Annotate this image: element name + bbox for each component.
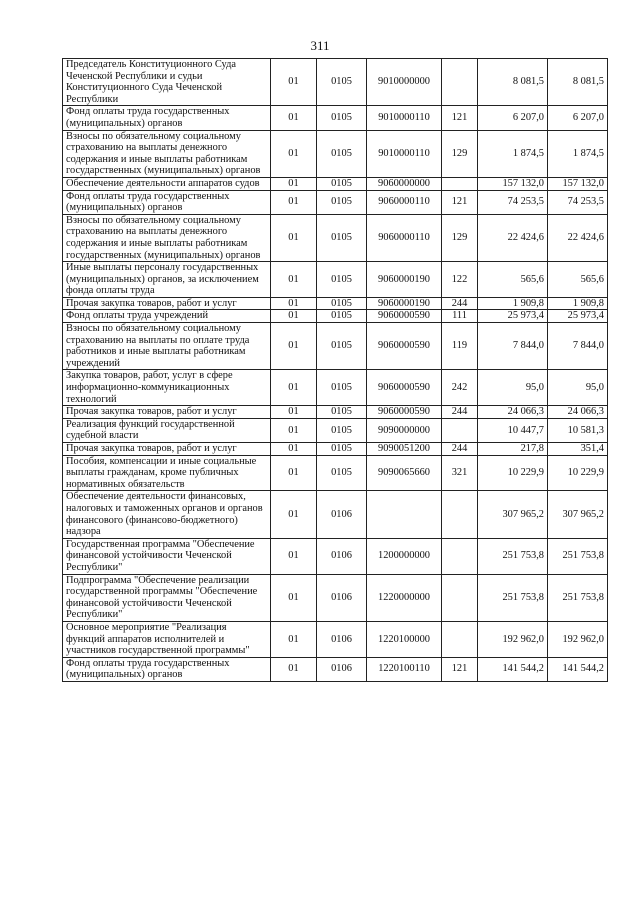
budget-item-name: Фонд оплаты труда государственных (муниципальных) органов xyxy=(63,657,271,681)
amount-year-2: 24 066,3 xyxy=(548,406,608,419)
target-article-code: 9060000190 xyxy=(367,297,442,310)
target-article-code: 9090000000 xyxy=(367,418,442,442)
target-article-code: 9060000110 xyxy=(367,190,442,214)
section-code: 01 xyxy=(271,538,317,574)
amount-year-1: 8 081,5 xyxy=(478,59,548,106)
target-article-code: 9060000590 xyxy=(367,310,442,323)
budget-table xyxy=(62,58,608,682)
amount-year-2: 351,4 xyxy=(548,443,608,456)
expense-type-code: 321 xyxy=(442,455,478,491)
page-number: 311 xyxy=(310,38,330,53)
expense-type-code xyxy=(442,621,478,657)
amount-year-1: 192 962,0 xyxy=(478,621,548,657)
amount-year-2: 6 207,0 xyxy=(548,106,608,130)
target-article-code: 9090065660 xyxy=(367,455,442,491)
target-article-code: 9060000000 xyxy=(367,177,442,190)
section-code: 01 xyxy=(271,297,317,310)
amount-year-2: 157 132,0 xyxy=(548,177,608,190)
budget-item-name: Взносы по обязательному социальному страхованию на выплаты денежного содержания и иные выплаты работникам государственных (муниципальных) органов xyxy=(63,130,271,177)
target-article-code: 1220000000 xyxy=(367,574,442,621)
subsection-code: 0105 xyxy=(317,262,367,298)
budget-item-name: Закупка товаров, работ, услуг в сфере информационно-коммуникационных технологий xyxy=(63,370,271,406)
amount-year-2: 307 965,2 xyxy=(548,491,608,538)
section-code: 01 xyxy=(271,59,317,106)
section-code: 01 xyxy=(271,491,317,538)
budget-item-name: Взносы по обязательному социальному страхованию на выплаты по оплате труда работников и иные выплаты работникам учреждений xyxy=(63,323,271,370)
amount-year-2: 141 544,2 xyxy=(548,657,608,681)
table-row xyxy=(63,370,608,406)
target-article-code: 9060000590 xyxy=(367,323,442,370)
amount-year-2: 95,0 xyxy=(548,370,608,406)
target-article-code: 9010000110 xyxy=(367,106,442,130)
budget-item-name: Председатель Конституционного Суда Чеченской Республики и судьи Конституционного Суда Чеченской Республики xyxy=(63,59,271,106)
expense-type-code xyxy=(442,491,478,538)
section-code: 01 xyxy=(271,130,317,177)
amount-year-1: 24 066,3 xyxy=(478,406,548,419)
table-row xyxy=(63,214,608,261)
subsection-code: 0105 xyxy=(317,190,367,214)
expense-type-code: 122 xyxy=(442,262,478,298)
amount-year-2: 22 424,6 xyxy=(548,214,608,261)
budget-item-name: Обеспечение деятельности аппаратов судов xyxy=(63,177,271,190)
table-row xyxy=(63,323,608,370)
budget-item-name: Фонд оплаты труда государственных (муниципальных) органов xyxy=(63,106,271,130)
subsection-code: 0105 xyxy=(317,310,367,323)
amount-year-1: 7 844,0 xyxy=(478,323,548,370)
subsection-code: 0105 xyxy=(317,406,367,419)
subsection-code: 0105 xyxy=(317,130,367,177)
subsection-code: 0105 xyxy=(317,370,367,406)
table-row xyxy=(63,106,608,130)
expense-type-code: 244 xyxy=(442,443,478,456)
amount-year-1: 10 229,9 xyxy=(478,455,548,491)
section-code: 01 xyxy=(271,323,317,370)
amount-year-2: 10 581,3 xyxy=(548,418,608,442)
amount-year-2: 10 229,9 xyxy=(548,455,608,491)
target-article-code: 1200000000 xyxy=(367,538,442,574)
budget-item-name: Взносы по обязательному социальному страхованию на выплаты денежного содержания и иные выплаты работникам государственных (муниципальных) органов xyxy=(63,214,271,261)
target-article-code: 9060000110 xyxy=(367,214,442,261)
section-code: 01 xyxy=(271,177,317,190)
table-row xyxy=(63,297,608,310)
subsection-code: 0105 xyxy=(317,214,367,261)
budget-item-name: Иные выплаты персоналу государственных (муниципальных) органов, за исключением фонда оплаты труда xyxy=(63,262,271,298)
subsection-code: 0105 xyxy=(317,443,367,456)
table-row xyxy=(63,262,608,298)
amount-year-2: 8 081,5 xyxy=(548,59,608,106)
section-code: 01 xyxy=(271,190,317,214)
expense-type-code: 129 xyxy=(442,130,478,177)
budget-item-name: Пособия, компенсации и иные социальные выплаты гражданам, кроме публичных нормативных обязательств xyxy=(63,455,271,491)
table-row xyxy=(63,443,608,456)
budget-item-name: Прочая закупка товаров, работ и услуг xyxy=(63,297,271,310)
expense-type-code xyxy=(442,418,478,442)
amount-year-1: 1 909,8 xyxy=(478,297,548,310)
amount-year-1: 251 753,8 xyxy=(478,574,548,621)
expense-type-code xyxy=(442,59,478,106)
target-article-code: 9010000110 xyxy=(367,130,442,177)
expense-type-code: 121 xyxy=(442,190,478,214)
budget-table-body xyxy=(63,59,608,682)
subsection-code: 0105 xyxy=(317,106,367,130)
section-code: 01 xyxy=(271,443,317,456)
expense-type-code: 242 xyxy=(442,370,478,406)
amount-year-1: 74 253,5 xyxy=(478,190,548,214)
subsection-code: 0106 xyxy=(317,621,367,657)
amount-year-1: 141 544,2 xyxy=(478,657,548,681)
expense-type-code xyxy=(442,538,478,574)
budget-item-name: Основное мероприятие "Реализация функций аппаратов исполнителей и участников государственной программы" xyxy=(63,621,271,657)
expense-type-code xyxy=(442,574,478,621)
expense-type-code: 111 xyxy=(442,310,478,323)
table-row xyxy=(63,190,608,214)
section-code: 01 xyxy=(271,574,317,621)
section-code: 01 xyxy=(271,621,317,657)
section-code: 01 xyxy=(271,657,317,681)
expense-type-code: 244 xyxy=(442,406,478,419)
budget-item-name: Прочая закупка товаров, работ и услуг xyxy=(63,443,271,456)
subsection-code: 0105 xyxy=(317,177,367,190)
expense-type-code: 119 xyxy=(442,323,478,370)
subsection-code: 0105 xyxy=(317,297,367,310)
amount-year-2: 1 874,5 xyxy=(548,130,608,177)
budget-item-name: Фонд оплаты труда учреждений xyxy=(63,310,271,323)
table-row xyxy=(63,59,608,106)
subsection-code: 0106 xyxy=(317,657,367,681)
amount-year-2: 7 844,0 xyxy=(548,323,608,370)
amount-year-2: 1 909,8 xyxy=(548,297,608,310)
subsection-code: 0105 xyxy=(317,59,367,106)
subsection-code: 0106 xyxy=(317,538,367,574)
section-code: 01 xyxy=(271,262,317,298)
budget-item-name: Реализация функций государственной судебной власти xyxy=(63,418,271,442)
table-row xyxy=(63,418,608,442)
section-code: 01 xyxy=(271,214,317,261)
expense-type-code: 121 xyxy=(442,657,478,681)
section-code: 01 xyxy=(271,406,317,419)
expense-type-code: 244 xyxy=(442,297,478,310)
table-row xyxy=(63,455,608,491)
section-code: 01 xyxy=(271,370,317,406)
expense-type-code: 129 xyxy=(442,214,478,261)
budget-item-name: Государственная программа "Обеспечение финансовой устойчивости Чеченской Республики" xyxy=(63,538,271,574)
amount-year-2: 192 962,0 xyxy=(548,621,608,657)
amount-year-2: 74 253,5 xyxy=(548,190,608,214)
subsection-code: 0106 xyxy=(317,491,367,538)
target-article-code: 9010000000 xyxy=(367,59,442,106)
amount-year-1: 217,8 xyxy=(478,443,548,456)
table-row xyxy=(63,657,608,681)
amount-year-1: 1 874,5 xyxy=(478,130,548,177)
table-row xyxy=(63,574,608,621)
target-article-code: 9090051200 xyxy=(367,443,442,456)
amount-year-1: 22 424,6 xyxy=(478,214,548,261)
subsection-code: 0105 xyxy=(317,418,367,442)
table-row xyxy=(63,621,608,657)
table-row xyxy=(63,406,608,419)
table-row xyxy=(63,130,608,177)
amount-year-1: 25 973,4 xyxy=(478,310,548,323)
amount-year-1: 95,0 xyxy=(478,370,548,406)
section-code: 01 xyxy=(271,310,317,323)
amount-year-1: 307 965,2 xyxy=(478,491,548,538)
amount-year-1: 565,6 xyxy=(478,262,548,298)
budget-item-name: Прочая закупка товаров, работ и услуг xyxy=(63,406,271,419)
table-row xyxy=(63,310,608,323)
expense-type-code: 121 xyxy=(442,106,478,130)
subsection-code: 0106 xyxy=(317,574,367,621)
budget-item-name: Фонд оплаты труда государственных (муниципальных) органов xyxy=(63,190,271,214)
table-row xyxy=(63,177,608,190)
section-code: 01 xyxy=(271,106,317,130)
expense-type-code xyxy=(442,177,478,190)
target-article-code: 9060000590 xyxy=(367,406,442,419)
subsection-code: 0105 xyxy=(317,323,367,370)
table-row xyxy=(63,538,608,574)
amount-year-1: 157 132,0 xyxy=(478,177,548,190)
target-article-code xyxy=(367,491,442,538)
amount-year-1: 10 447,7 xyxy=(478,418,548,442)
target-article-code: 1220100110 xyxy=(367,657,442,681)
section-code: 01 xyxy=(271,418,317,442)
target-article-code: 1220100000 xyxy=(367,621,442,657)
table-row xyxy=(63,491,608,538)
amount-year-2: 565,6 xyxy=(548,262,608,298)
subsection-code: 0105 xyxy=(317,455,367,491)
budget-item-name: Обеспечение деятельности финансовых, налоговых и таможенных органов и органов финансового (финансово-бюджетного) надзора xyxy=(63,491,271,538)
amount-year-1: 251 753,8 xyxy=(478,538,548,574)
amount-year-2: 251 753,8 xyxy=(548,538,608,574)
amount-year-1: 6 207,0 xyxy=(478,106,548,130)
target-article-code: 9060000590 xyxy=(367,370,442,406)
target-article-code: 9060000190 xyxy=(367,262,442,298)
amount-year-2: 251 753,8 xyxy=(548,574,608,621)
amount-year-2: 25 973,4 xyxy=(548,310,608,323)
budget-item-name: Подпрограмма "Обеспечение реализации государственной программы "Обеспечение финансовой устойчивости Чеченской Республики" xyxy=(63,574,271,621)
section-code: 01 xyxy=(271,455,317,491)
